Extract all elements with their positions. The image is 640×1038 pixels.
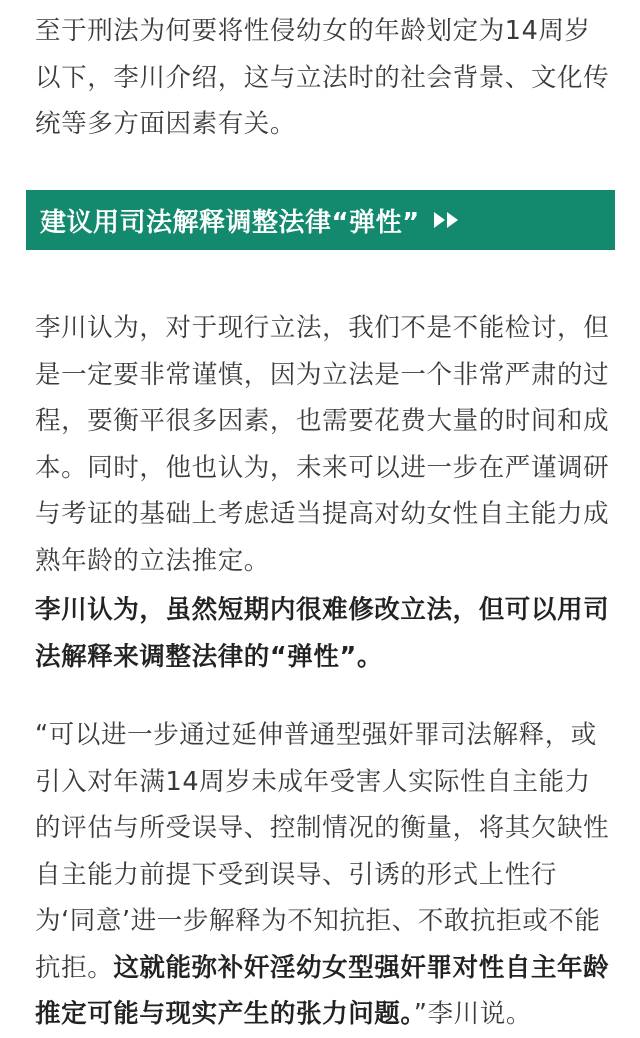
- section-heading-text: 建议用司法解释调整法律“弹性”: [40, 207, 420, 238]
- paragraph-quote: [35, 712, 615, 1038]
- quote-normal-text: “可以进一步通过延伸普通型强奸罪司法解释，或引入对年满14周岁未成年受害人实际性自主能力的评估与所受误导、控制情况的衡量，将其欠缺性自主能力前提下受到误导、引诱的形式上性行为‘同意’进一步解释为不知抗拒、不敢抗拒或不能抗拒。: [35, 720, 610, 983]
- paragraph-age-background: 至于刑法为何要将性侵幼女的年龄划定为14周岁以下，李川介绍，这与立法时的社会背景、文化传统等多方面因素有关。: [35, 16, 610, 139]
- quote-attribution: ”李川说。: [413, 999, 532, 1029]
- paragraph-legislation-caution: 李川认为，对于现行立法，我们不是不能检讨，但是一定要非常谨慎，因为立法是一个非常严肃的过程，要衡平很多因素，也需要花费大量的时间和成本。同时，他也认为，未来可以进一步在严谨调研与考证的基础上考虑适当提高对幼女性自主能力成熟年龄的立法推定。: [35, 313, 610, 576]
- double-play-arrow-icon: [434, 212, 460, 228]
- section-heading-banner: [26, 190, 615, 250]
- paragraph-judicial-interpretation-bold: 李川认为，虽然短期内很难修改立法，但可以用司法解释来调整法律的“弹性”。: [35, 595, 610, 672]
- quote-bold-text: 这就能弥补奸淫幼女型强奸罪对性自主年龄推定可能与现实产生的张力问题。: [35, 952, 610, 1029]
